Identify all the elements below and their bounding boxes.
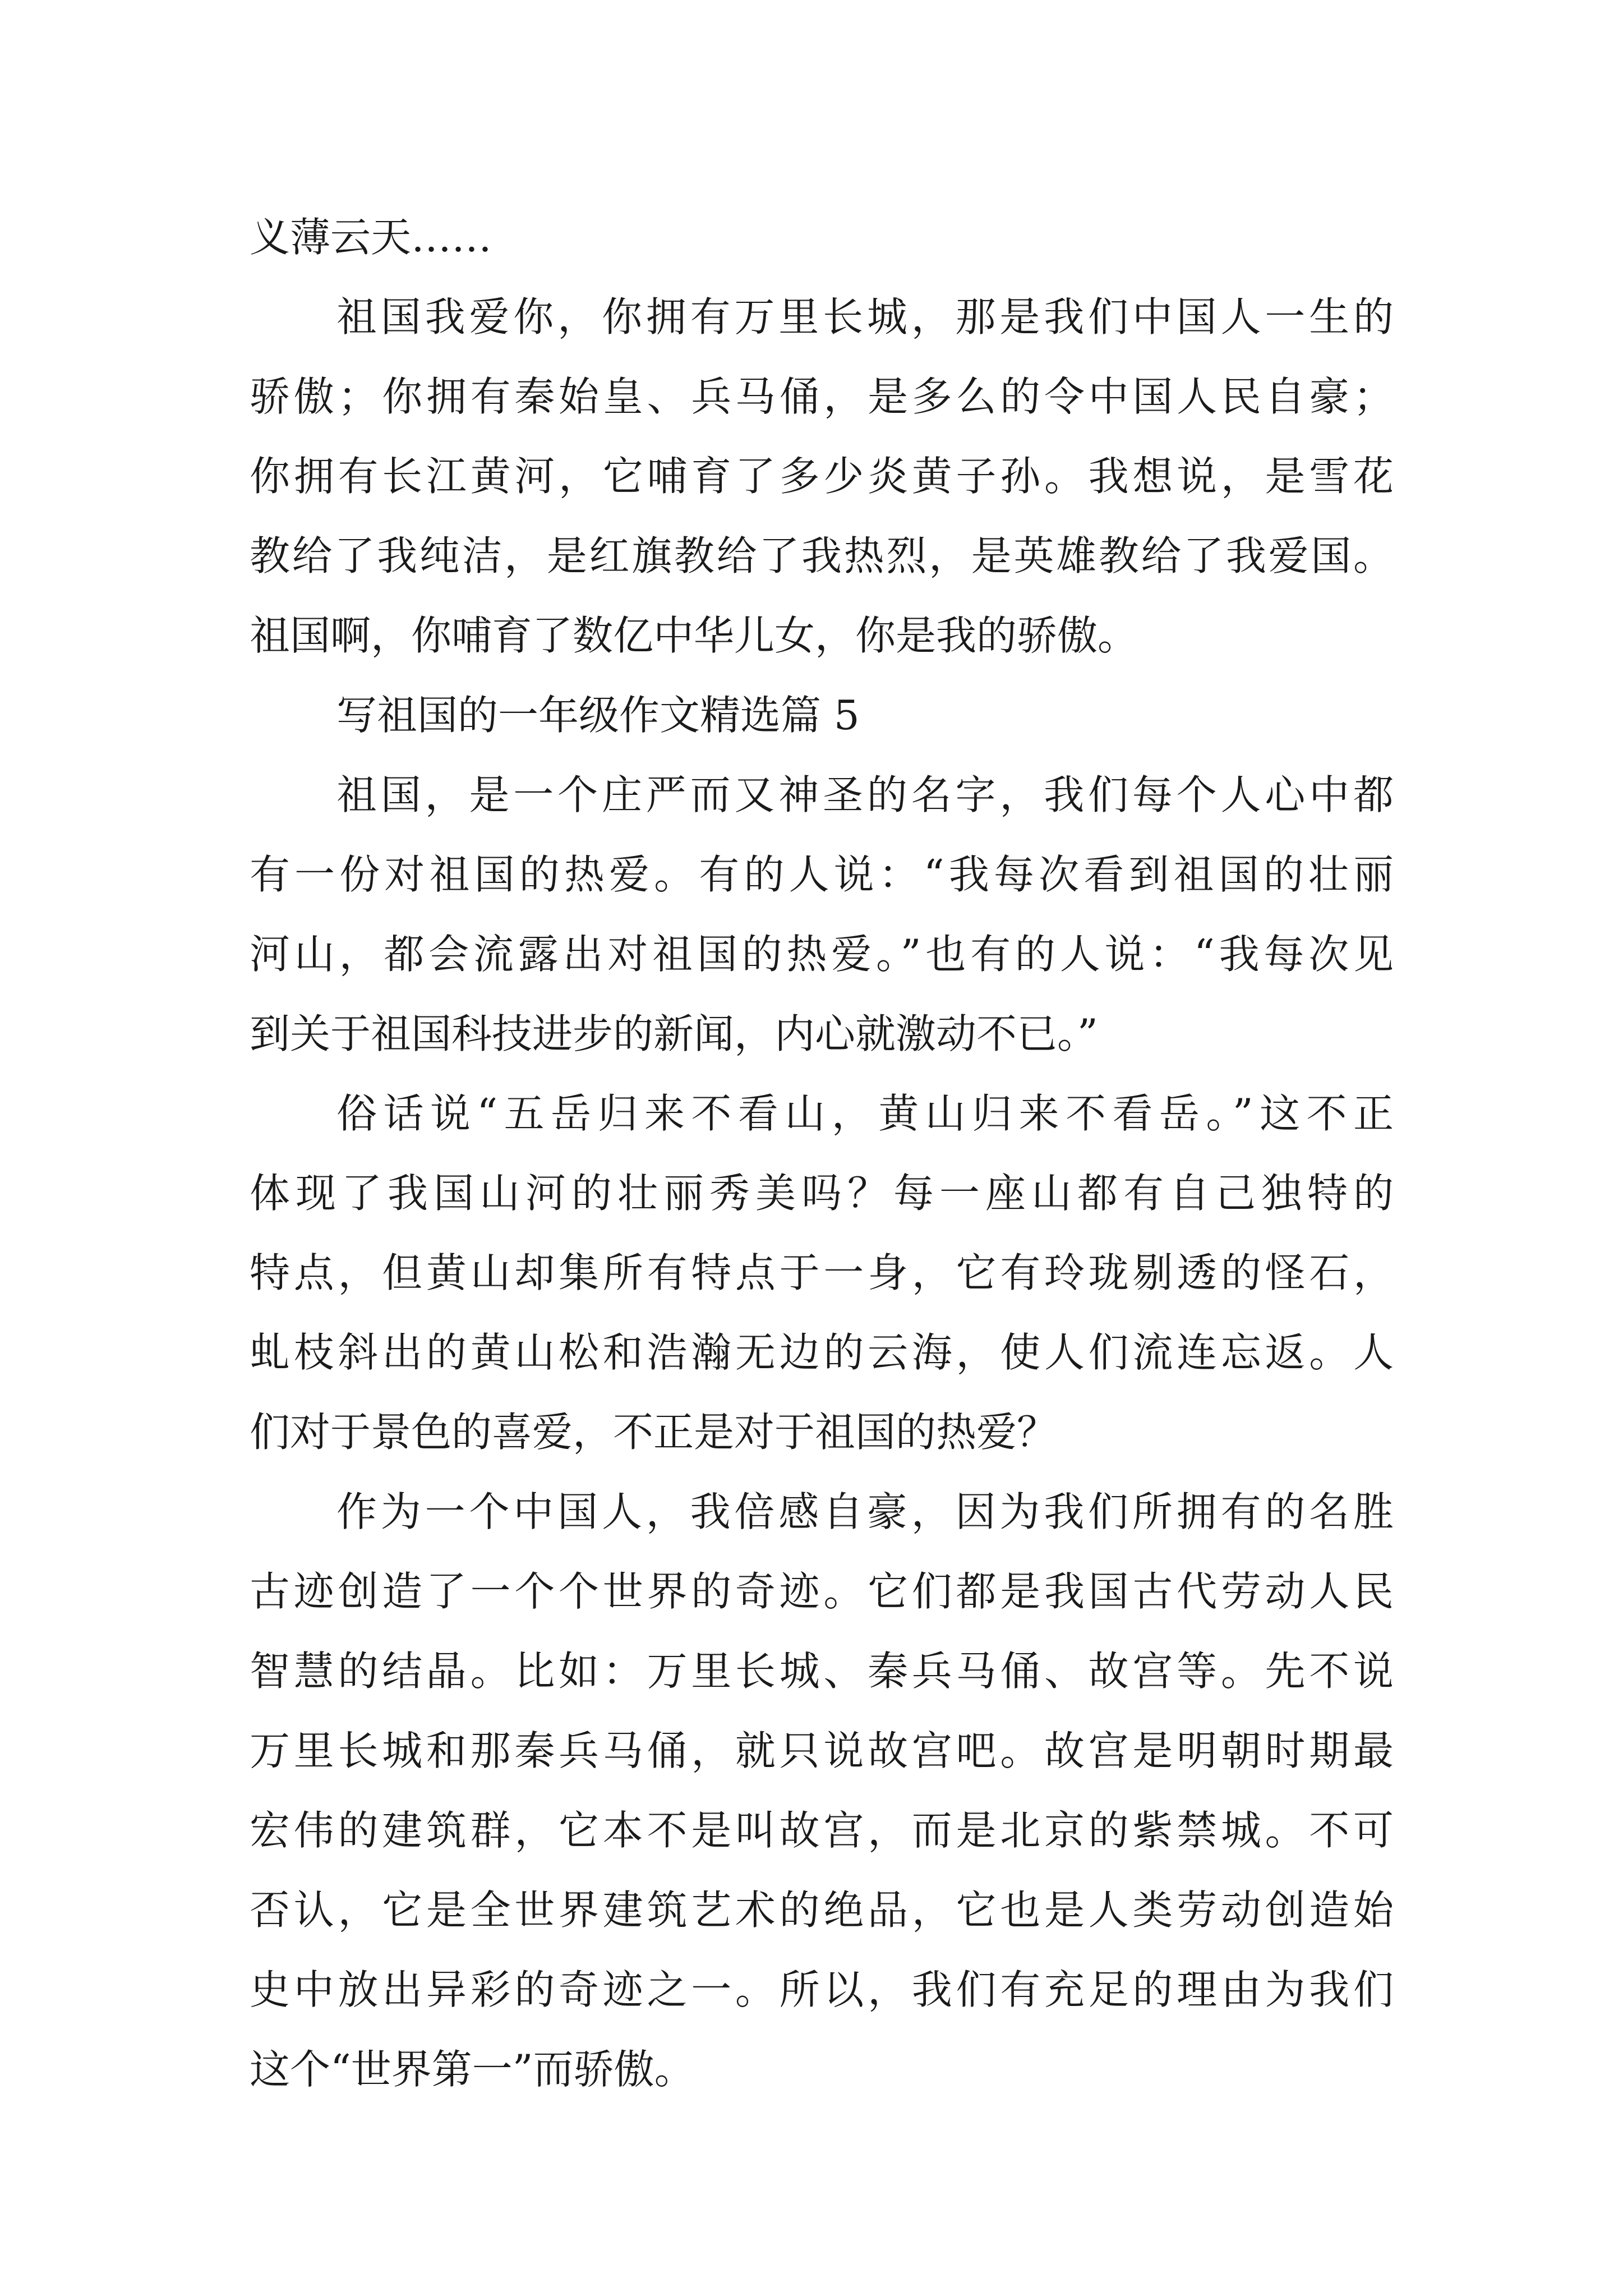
text-line: 万里长城和那秦兵马俑，就只说故宫吧。故宫是明朝时期最	[250, 1727, 1394, 1774]
text-line: 体现了我国山河的壮丽秀美吗？每一座山都有自己独特的	[250, 1170, 1394, 1217]
text-line: 到关于祖国科技进步的新闻，内心就激动不已。”	[250, 1010, 1098, 1057]
text-line: 祖国我爱你，你拥有万里长城，那是我们中国人一生的	[336, 293, 1394, 341]
text-line: 义薄云天……	[250, 214, 492, 261]
section-heading: 写祖国的一年级作文精选篇 5	[336, 692, 860, 739]
text-line: 特点，但黄山却集所有特点于一身，它有玲珑剔透的怪石，	[250, 1249, 1394, 1296]
text-line: 骄傲；你拥有秦始皇、兵马俑，是多么的令中国人民自豪；	[250, 373, 1394, 420]
text-line: 你拥有长江黄河，它哺育了多少炎黄子孙。我想说，是雪花	[250, 453, 1394, 500]
text-line: 这个“世界第一”而骄傲。	[250, 2046, 695, 2093]
text-line: 们对于景色的喜爱，不正是对于祖国的热爱？	[250, 1409, 1058, 1456]
text-line: 古迹创造了一个个世界的奇迹。它们都是我国古代劳动人民	[250, 1568, 1394, 1615]
text-line: 俗话说“五岳归来不看山，黄山归来不看岳。”这不正	[336, 1090, 1394, 1137]
text-line: 史中放出异彩的奇迹之一。所以，我们有充足的理由为我们	[250, 1966, 1394, 2013]
text-line: 河山，都会流露出对祖国的热爱。”也有的人说：“我每次见	[250, 931, 1394, 978]
text-line: 教给了我纯洁，是红旗教给了我热烈，是英雄教给了我爱国。	[250, 532, 1394, 579]
text-line: 有一份对祖国的热爱。有的人说：“我每次看到祖国的壮丽	[250, 851, 1394, 898]
text-line: 宏伟的建筑群，它本不是叫故宫，而是北京的紫禁城。不可	[250, 1807, 1394, 1854]
text-line: 祖国，是一个庄严而又神圣的名字，我们每个人心中都	[336, 771, 1394, 818]
text-line: 祖国啊，你哺育了数亿中华儿女，你是我的骄傲。	[250, 612, 1138, 659]
text-line: 否认，它是全世界建筑艺术的绝品，它也是人类劳动创造始	[250, 1887, 1394, 1934]
text-line: 智慧的结晶。比如：万里长城、秦兵马俑、故宫等。先不说	[250, 1648, 1394, 1695]
text-line: 作为一个中国人，我倍感自豪，因为我们所拥有的名胜	[336, 1488, 1394, 1535]
text-line: 虬枝斜出的黄山松和浩瀚无边的云海，使人们流连忘返。人	[250, 1329, 1394, 1376]
